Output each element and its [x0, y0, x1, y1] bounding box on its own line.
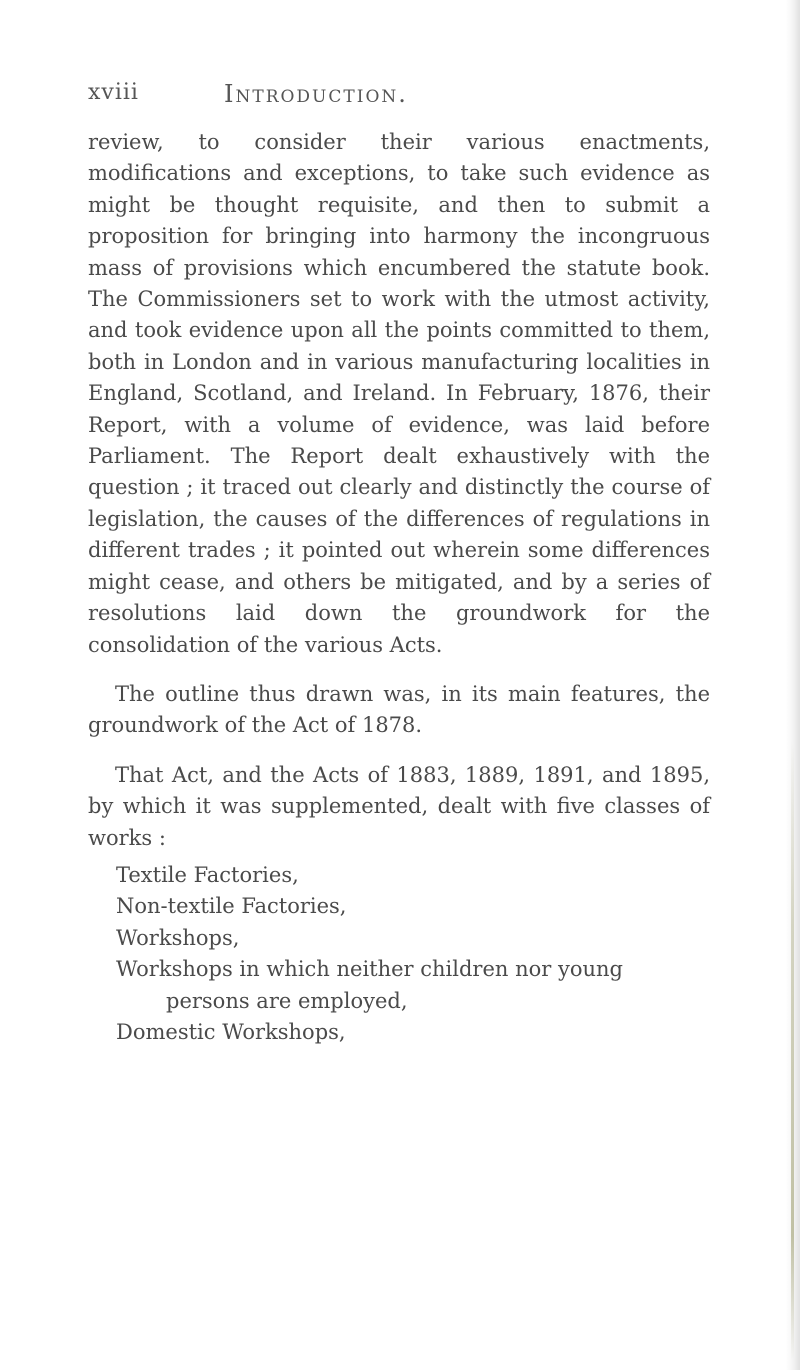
list-item-domestic-workshops: Domestic Workshops, [116, 1019, 346, 1044]
page-edge-mark [791, 740, 794, 1360]
body-text [88, 127, 710, 1048]
paragraph-outline-1878: The outline thus drawn was, in its main features, the groundwork of the Act of 1878. [88, 681, 710, 738]
classes-of-works-list [88, 860, 710, 1048]
list-item-non-textile-factories: Non-textile Factories, [116, 894, 347, 919]
running-head [88, 80, 708, 110]
page-number: xviii [88, 80, 139, 105]
list-item-textile-factories: Textile Factories, [116, 862, 299, 887]
paragraph-commission-review: review, to consider their various enactments, modifications and exceptions, to take such evidence as might be thought requisite, and then to submit a proposition for bringing into harmony the incongruous mass of provisions which encumbered the statute book. The Commissioners set to work with the utmost activity, and took evidence upon all the points committed to them, both in London and in various manufacturing localities in England, Scotland, and Ireland. In February, 1876, their Report, with a volume of evidence, was laid before Parliament. The Report dealt exhaustively with the question ; it traced out clearly and distinctly the course of legislation, the causes of the differences of regulations in different trades ; it pointed out wherein some differences might cease, and others be mitigated, and by a series of resolutions laid down the groundwork for the consolidation of the various Acts. [88, 130, 710, 657]
list-item-workshops: Workshops, [116, 925, 240, 950]
list-item-adult-workshops: Workshops in which neither children nor young persons are employed, [116, 957, 623, 1013]
running-title: Introduction. [224, 80, 408, 108]
paragraph-acts-five-classes: That Act, and the Acts of 1883, 1889, 1891, and 1895, by which it was supplemented, dealt with five classes of works : [88, 762, 710, 850]
